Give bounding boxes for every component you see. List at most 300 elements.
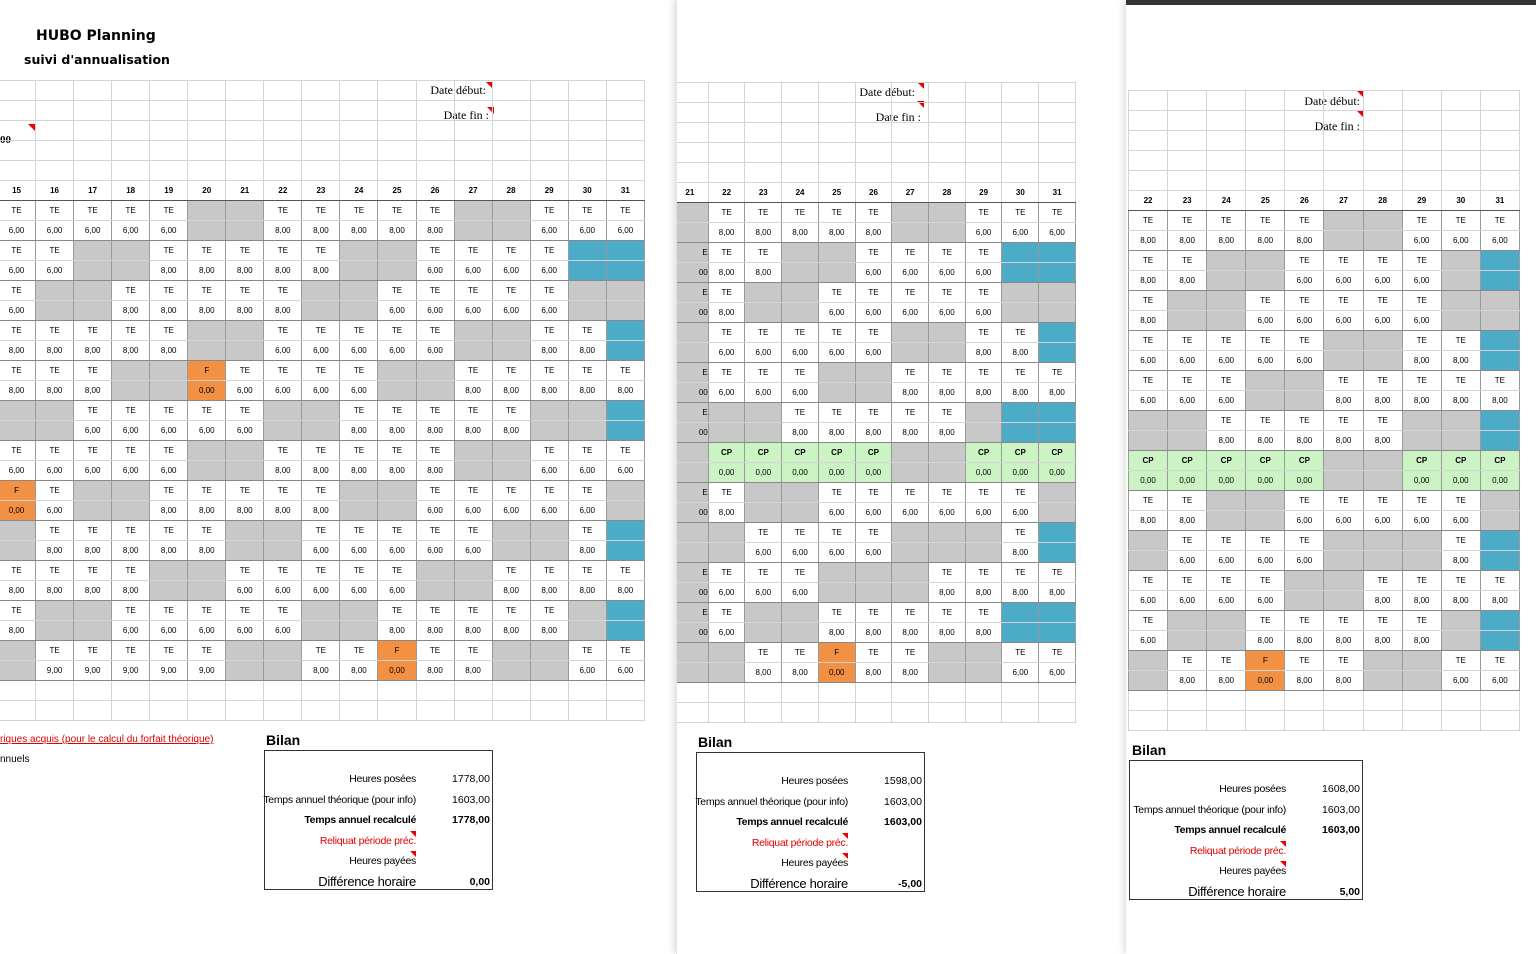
shift-cell[interactable]: [36, 601, 74, 621]
hours-cell[interactable]: 6,00: [1246, 351, 1285, 371]
hours-cell[interactable]: 6,00: [454, 261, 492, 281]
bilan-value[interactable]: 5,00: [1339, 885, 1360, 898]
empty-cell[interactable]: [0, 161, 36, 181]
shift-cell[interactable]: [378, 241, 416, 261]
hours-cell[interactable]: 6,00: [708, 623, 745, 643]
empty-cell[interactable]: [1129, 151, 1168, 171]
shift-cell[interactable]: TE: [1129, 211, 1168, 231]
hours-cell[interactable]: [150, 381, 188, 401]
hours-cell[interactable]: 6,00: [1363, 511, 1402, 531]
shift-cell[interactable]: [416, 561, 454, 581]
empty-cell[interactable]: [302, 681, 340, 701]
empty-cell[interactable]: [188, 161, 226, 181]
empty-cell[interactable]: [1002, 163, 1039, 183]
empty-cell[interactable]: [1168, 91, 1207, 111]
shift-cell[interactable]: TE: [74, 521, 112, 541]
empty-cell[interactable]: [745, 123, 782, 143]
hours-cell[interactable]: 6,00: [782, 343, 819, 363]
shift-cell[interactable]: TE: [226, 561, 264, 581]
hours-cell[interactable]: 6,00: [188, 621, 226, 641]
empty-cell[interactable]: [226, 141, 264, 161]
hours-cell[interactable]: 8,00: [965, 383, 1002, 403]
empty-cell[interactable]: [0, 81, 36, 101]
empty-cell[interactable]: [745, 143, 782, 163]
shift-cell[interactable]: TE: [416, 281, 454, 301]
hours-cell[interactable]: 6,00: [1480, 671, 1519, 691]
hours-cell[interactable]: 6,00: [965, 263, 1002, 283]
shift-cell[interactable]: TE: [1402, 291, 1441, 311]
hours-cell[interactable]: 8,00: [378, 461, 416, 481]
shift-cell[interactable]: [929, 203, 966, 223]
hours-cell[interactable]: 8,00: [1441, 551, 1480, 571]
empty-cell[interactable]: [302, 141, 340, 161]
hours-cell[interactable]: 8,00: [150, 261, 188, 281]
hours-cell[interactable]: [818, 583, 855, 603]
hours-cell[interactable]: 8,00: [1441, 591, 1480, 611]
empty-cell[interactable]: [676, 83, 708, 103]
hours-cell[interactable]: 6,00: [530, 501, 568, 521]
shift-cell[interactable]: TE: [1363, 611, 1402, 631]
shift-cell[interactable]: [929, 323, 966, 343]
empty-cell[interactable]: [416, 101, 454, 121]
hours-cell[interactable]: 8,00: [340, 221, 378, 241]
shift-cell[interactable]: TE: [1285, 291, 1324, 311]
hours-cell[interactable]: 6,00: [226, 621, 264, 641]
shift-cell[interactable]: TE: [1002, 483, 1039, 503]
shift-cell[interactable]: CP: [1285, 451, 1324, 471]
shift-cell[interactable]: [708, 643, 745, 663]
empty-cell[interactable]: [1168, 131, 1207, 151]
shift-cell[interactable]: TE: [74, 321, 112, 341]
empty-cell[interactable]: [36, 701, 74, 721]
shift-cell[interactable]: TE: [74, 641, 112, 661]
empty-cell[interactable]: [378, 161, 416, 181]
hours-cell[interactable]: 6,00: [818, 543, 855, 563]
hours-cell[interactable]: [492, 541, 530, 561]
empty-cell[interactable]: [492, 121, 530, 141]
hours-cell[interactable]: [36, 421, 74, 441]
empty-cell[interactable]: [74, 701, 112, 721]
hours-cell[interactable]: 8,00: [416, 421, 454, 441]
shift-cell[interactable]: TE: [745, 243, 782, 263]
hours-cell[interactable]: 8,00: [150, 301, 188, 321]
hours-cell[interactable]: 6,00: [1480, 231, 1519, 251]
shift-cell[interactable]: TE: [1129, 251, 1168, 271]
hours-cell[interactable]: 6,00: [302, 541, 340, 561]
shift-cell[interactable]: [782, 283, 819, 303]
shift-cell[interactable]: [1480, 291, 1519, 311]
shift-cell[interactable]: TE: [74, 561, 112, 581]
hours-cell[interactable]: 6,00: [568, 501, 606, 521]
empty-cell[interactable]: [1207, 711, 1246, 731]
empty-cell[interactable]: [416, 161, 454, 181]
shift-cell[interactable]: TE: [1129, 571, 1168, 591]
hours-cell[interactable]: 8,00: [302, 261, 340, 281]
hours-cell[interactable]: [1129, 431, 1168, 451]
hours-cell[interactable]: 6,00: [530, 301, 568, 321]
shift-cell[interactable]: [1441, 291, 1480, 311]
hours-cell[interactable]: [676, 223, 708, 243]
hours-cell[interactable]: 8,00: [818, 223, 855, 243]
shift-cell[interactable]: TE: [530, 361, 568, 381]
shift-cell[interactable]: TE: [36, 521, 74, 541]
hours-cell[interactable]: 6,00: [1285, 311, 1324, 331]
empty-cell[interactable]: [1324, 111, 1363, 131]
hours-cell[interactable]: [530, 541, 568, 561]
hours-cell[interactable]: [378, 261, 416, 281]
shift-cell[interactable]: TE: [1168, 331, 1207, 351]
shift-cell[interactable]: E: [676, 363, 708, 383]
shift-cell[interactable]: TE: [264, 561, 302, 581]
shift-cell[interactable]: TE: [302, 641, 340, 661]
empty-cell[interactable]: [226, 701, 264, 721]
shift-cell[interactable]: TE: [708, 203, 745, 223]
shift-cell[interactable]: [188, 561, 226, 581]
bilan-value[interactable]: 1603,00: [1322, 803, 1360, 816]
shift-cell[interactable]: TE: [416, 441, 454, 461]
day-header-cell[interactable]: 28: [1363, 191, 1402, 211]
shift-cell[interactable]: TE: [454, 521, 492, 541]
day-header-cell[interactable]: 20: [188, 181, 226, 201]
hours-cell[interactable]: 6,00: [929, 503, 966, 523]
hours-cell[interactable]: 6,00: [1402, 231, 1441, 251]
hours-cell[interactable]: 8,00: [606, 581, 644, 601]
shift-cell[interactable]: [492, 641, 530, 661]
hours-cell[interactable]: [782, 623, 819, 643]
shift-cell[interactable]: [892, 523, 929, 543]
hours-cell[interactable]: [74, 301, 112, 321]
hours-cell[interactable]: 8,00: [1285, 231, 1324, 251]
hours-cell[interactable]: 6,00: [1441, 231, 1480, 251]
shift-cell[interactable]: TE: [150, 401, 188, 421]
hours-cell[interactable]: 8,00: [74, 341, 112, 361]
hours-cell[interactable]: [340, 501, 378, 521]
shift-cell[interactable]: [745, 403, 782, 423]
day-header-cell[interactable]: 18: [112, 181, 150, 201]
hours-cell[interactable]: [1480, 271, 1519, 291]
hours-cell[interactable]: 6,00: [302, 581, 340, 601]
shift-cell[interactable]: TE: [36, 561, 74, 581]
shift-cell[interactable]: TE: [708, 283, 745, 303]
shift-cell[interactable]: TE: [1129, 291, 1168, 311]
hours-cell[interactable]: 6,00: [1039, 663, 1076, 683]
hours-cell[interactable]: 6,00: [188, 421, 226, 441]
hours-cell[interactable]: 8,00: [708, 503, 745, 523]
hours-cell[interactable]: 6,00: [606, 221, 644, 241]
hours-cell[interactable]: 6,00: [340, 541, 378, 561]
hours-cell[interactable]: [929, 463, 966, 483]
hours-cell[interactable]: 8,00: [454, 421, 492, 441]
shift-cell[interactable]: TE: [1002, 203, 1039, 223]
hours-cell[interactable]: [1363, 231, 1402, 251]
day-header-cell[interactable]: 27: [454, 181, 492, 201]
hours-cell[interactable]: 6,00: [1285, 351, 1324, 371]
hours-cell[interactable]: 6,00: [1207, 351, 1246, 371]
empty-cell[interactable]: [1002, 103, 1039, 123]
hours-cell[interactable]: 8,00: [74, 381, 112, 401]
empty-cell[interactable]: [1324, 691, 1363, 711]
hours-cell[interactable]: 8,00: [1168, 231, 1207, 251]
shift-cell[interactable]: TE: [965, 483, 1002, 503]
empty-cell[interactable]: [708, 123, 745, 143]
empty-cell[interactable]: [36, 141, 74, 161]
hours-cell[interactable]: 8,00: [1363, 591, 1402, 611]
empty-cell[interactable]: [892, 103, 929, 123]
empty-cell[interactable]: [530, 101, 568, 121]
hours-cell[interactable]: 8,00: [1285, 671, 1324, 691]
empty-cell[interactable]: [302, 161, 340, 181]
shift-cell[interactable]: TE: [530, 441, 568, 461]
empty-cell[interactable]: [929, 683, 966, 703]
shift-cell[interactable]: TE: [1129, 491, 1168, 511]
hours-cell[interactable]: 6,00: [1039, 223, 1076, 243]
day-header-cell[interactable]: 22: [1129, 191, 1168, 211]
hours-cell[interactable]: [1246, 271, 1285, 291]
empty-cell[interactable]: [1402, 151, 1441, 171]
empty-cell[interactable]: [818, 123, 855, 143]
empty-cell[interactable]: [1246, 691, 1285, 711]
hours-cell[interactable]: 8,00: [492, 581, 530, 601]
shift-cell[interactable]: TE: [568, 481, 606, 501]
hours-cell[interactable]: [492, 341, 530, 361]
empty-cell[interactable]: [1441, 131, 1480, 151]
hours-cell[interactable]: 8,00: [0, 381, 36, 401]
empty-cell[interactable]: [340, 681, 378, 701]
shift-cell[interactable]: [929, 643, 966, 663]
shift-cell[interactable]: TE: [1402, 371, 1441, 391]
shift-cell[interactable]: TE: [1441, 491, 1480, 511]
hours-cell[interactable]: 8,00: [1402, 591, 1441, 611]
empty-cell[interactable]: [302, 701, 340, 721]
shift-cell[interactable]: TE: [568, 441, 606, 461]
empty-cell[interactable]: [568, 161, 606, 181]
hours-cell[interactable]: [226, 541, 264, 561]
empty-cell[interactable]: [818, 683, 855, 703]
hours-cell[interactable]: 0,00: [1246, 671, 1285, 691]
hours-cell[interactable]: 6,00: [74, 221, 112, 241]
shift-cell[interactable]: TE: [302, 241, 340, 261]
shift-cell[interactable]: TE: [1285, 331, 1324, 351]
shift-cell[interactable]: TE: [188, 241, 226, 261]
shift-cell[interactable]: TE: [1246, 531, 1285, 551]
bilan-value[interactable]: 1603,00: [884, 795, 922, 808]
hours-cell[interactable]: 6,00: [782, 543, 819, 563]
day-header-cell[interactable]: 28: [492, 181, 530, 201]
empty-cell[interactable]: [150, 161, 188, 181]
shift-cell[interactable]: TE: [74, 401, 112, 421]
shift-cell[interactable]: CP: [1402, 451, 1441, 471]
empty-cell[interactable]: [416, 121, 454, 141]
day-header-cell[interactable]: 23: [1168, 191, 1207, 211]
shift-cell[interactable]: [340, 281, 378, 301]
hours-cell[interactable]: [929, 343, 966, 363]
shift-cell[interactable]: TE: [1207, 651, 1246, 671]
hours-cell[interactable]: [1129, 551, 1168, 571]
shift-cell[interactable]: TE: [1207, 531, 1246, 551]
hours-cell[interactable]: 8,00: [1363, 431, 1402, 451]
shift-cell[interactable]: [965, 523, 1002, 543]
hours-cell[interactable]: [1324, 551, 1363, 571]
hours-cell[interactable]: 8,00: [188, 541, 226, 561]
shift-cell[interactable]: TE: [892, 363, 929, 383]
shift-cell[interactable]: TE: [782, 403, 819, 423]
shift-cell[interactable]: [855, 363, 892, 383]
hours-cell[interactable]: 6,00: [1246, 591, 1285, 611]
empty-cell[interactable]: [1285, 691, 1324, 711]
shift-cell[interactable]: [1207, 491, 1246, 511]
empty-cell[interactable]: [492, 701, 530, 721]
hours-cell[interactable]: [606, 341, 644, 361]
shift-cell[interactable]: TE: [0, 241, 36, 261]
hours-cell[interactable]: 0,00: [1002, 463, 1039, 483]
shift-cell[interactable]: [302, 401, 340, 421]
shift-cell[interactable]: TE: [1441, 571, 1480, 591]
day-header-cell[interactable]: 29: [530, 181, 568, 201]
empty-cell[interactable]: [150, 121, 188, 141]
empty-cell[interactable]: [568, 701, 606, 721]
shift-cell[interactable]: [892, 203, 929, 223]
shift-cell[interactable]: F: [188, 361, 226, 381]
hours-cell[interactable]: 8,00: [378, 221, 416, 241]
hours-cell[interactable]: 6,00: [264, 381, 302, 401]
empty-cell[interactable]: [1207, 691, 1246, 711]
day-header-cell[interactable]: 15: [0, 181, 36, 201]
shift-cell[interactable]: TE: [188, 281, 226, 301]
hours-cell[interactable]: 00: [676, 263, 708, 283]
shift-cell[interactable]: CP: [965, 443, 1002, 463]
empty-cell[interactable]: [892, 83, 929, 103]
hours-cell[interactable]: [745, 423, 782, 443]
empty-cell[interactable]: [492, 81, 530, 101]
shift-cell[interactable]: TE: [965, 283, 1002, 303]
shift-cell[interactable]: TE: [1402, 251, 1441, 271]
hours-cell[interactable]: 8,00: [1207, 671, 1246, 691]
hours-cell[interactable]: 6,00: [818, 503, 855, 523]
empty-cell[interactable]: [530, 81, 568, 101]
hours-cell[interactable]: 6,00: [892, 263, 929, 283]
hours-cell[interactable]: 8,00: [264, 261, 302, 281]
empty-cell[interactable]: [264, 701, 302, 721]
shift-cell[interactable]: TE: [1441, 531, 1480, 551]
hours-cell[interactable]: 6,00: [36, 261, 74, 281]
hours-cell[interactable]: 8,00: [530, 621, 568, 641]
hours-cell[interactable]: 8,00: [1002, 543, 1039, 563]
shift-cell[interactable]: [1441, 411, 1480, 431]
hours-cell[interactable]: [340, 621, 378, 641]
shift-cell[interactable]: [1246, 491, 1285, 511]
shift-cell[interactable]: TE: [1402, 331, 1441, 351]
hours-cell[interactable]: [1324, 351, 1363, 371]
hours-cell[interactable]: 6,00: [1129, 391, 1168, 411]
empty-cell[interactable]: [855, 683, 892, 703]
empty-cell[interactable]: [782, 83, 819, 103]
shift-cell[interactable]: TE: [264, 361, 302, 381]
shift-cell[interactable]: [530, 521, 568, 541]
shift-cell[interactable]: [1039, 603, 1076, 623]
shift-cell[interactable]: [264, 521, 302, 541]
hours-cell[interactable]: 8,00: [708, 263, 745, 283]
shift-cell[interactable]: [112, 481, 150, 501]
hours-cell[interactable]: 6,00: [745, 543, 782, 563]
shift-cell[interactable]: TE: [150, 201, 188, 221]
shift-cell[interactable]: TE: [454, 601, 492, 621]
empty-cell[interactable]: [454, 101, 492, 121]
shift-cell[interactable]: TE: [150, 521, 188, 541]
day-header-cell[interactable]: 21: [676, 183, 708, 203]
shift-cell[interactable]: [1039, 243, 1076, 263]
empty-cell[interactable]: [302, 101, 340, 121]
hours-cell[interactable]: 8,00: [0, 581, 36, 601]
shift-cell[interactable]: TE: [1441, 371, 1480, 391]
shift-cell[interactable]: TE: [818, 523, 855, 543]
empty-cell[interactable]: [112, 701, 150, 721]
empty-cell[interactable]: [1402, 691, 1441, 711]
empty-cell[interactable]: [965, 703, 1002, 723]
shift-cell[interactable]: TE: [340, 321, 378, 341]
hours-cell[interactable]: [74, 261, 112, 281]
hours-cell[interactable]: 8,00: [36, 541, 74, 561]
hours-cell[interactable]: 6,00: [530, 261, 568, 281]
day-header-cell[interactable]: 17: [74, 181, 112, 201]
shift-cell[interactable]: [74, 481, 112, 501]
hours-cell[interactable]: 8,00: [782, 663, 819, 683]
empty-cell[interactable]: [1246, 711, 1285, 731]
shift-cell[interactable]: TE: [568, 201, 606, 221]
hours-cell[interactable]: 6,00: [264, 621, 302, 641]
hours-cell[interactable]: [782, 263, 819, 283]
shift-cell[interactable]: TE: [340, 361, 378, 381]
hours-cell[interactable]: 8,00: [818, 423, 855, 443]
hours-cell[interactable]: [892, 583, 929, 603]
shift-cell[interactable]: TE: [226, 401, 264, 421]
shift-cell[interactable]: TE: [1246, 291, 1285, 311]
shift-cell[interactable]: CP: [1039, 443, 1076, 463]
shift-cell[interactable]: F: [0, 481, 36, 501]
shift-cell[interactable]: TE: [782, 323, 819, 343]
hours-cell[interactable]: [530, 421, 568, 441]
empty-cell[interactable]: [965, 163, 1002, 183]
empty-cell[interactable]: [892, 143, 929, 163]
hours-cell[interactable]: [1002, 263, 1039, 283]
empty-cell[interactable]: [818, 703, 855, 723]
hours-cell[interactable]: [818, 383, 855, 403]
shift-cell[interactable]: TE: [606, 361, 644, 381]
shift-cell[interactable]: [492, 321, 530, 341]
shift-cell[interactable]: TE: [892, 403, 929, 423]
empty-cell[interactable]: [676, 163, 708, 183]
shift-cell[interactable]: TE: [378, 321, 416, 341]
hours-cell[interactable]: 8,00: [1402, 631, 1441, 651]
hours-cell[interactable]: [892, 343, 929, 363]
empty-cell[interactable]: [530, 141, 568, 161]
shift-cell[interactable]: [818, 363, 855, 383]
empty-cell[interactable]: [36, 121, 74, 141]
hours-cell[interactable]: 6,00: [1129, 591, 1168, 611]
shift-cell[interactable]: [745, 283, 782, 303]
hours-cell[interactable]: 8,00: [188, 301, 226, 321]
shift-cell[interactable]: CP: [818, 443, 855, 463]
shift-cell[interactable]: TE: [454, 281, 492, 301]
empty-cell[interactable]: [1441, 111, 1480, 131]
hours-cell[interactable]: 8,00: [568, 341, 606, 361]
shift-cell[interactable]: [454, 561, 492, 581]
hours-cell[interactable]: 6,00: [226, 581, 264, 601]
shift-cell[interactable]: TE: [1039, 643, 1076, 663]
shift-cell[interactable]: TE: [74, 201, 112, 221]
empty-cell[interactable]: [492, 141, 530, 161]
hours-cell[interactable]: 8,00: [782, 223, 819, 243]
hours-cell[interactable]: [965, 543, 1002, 563]
